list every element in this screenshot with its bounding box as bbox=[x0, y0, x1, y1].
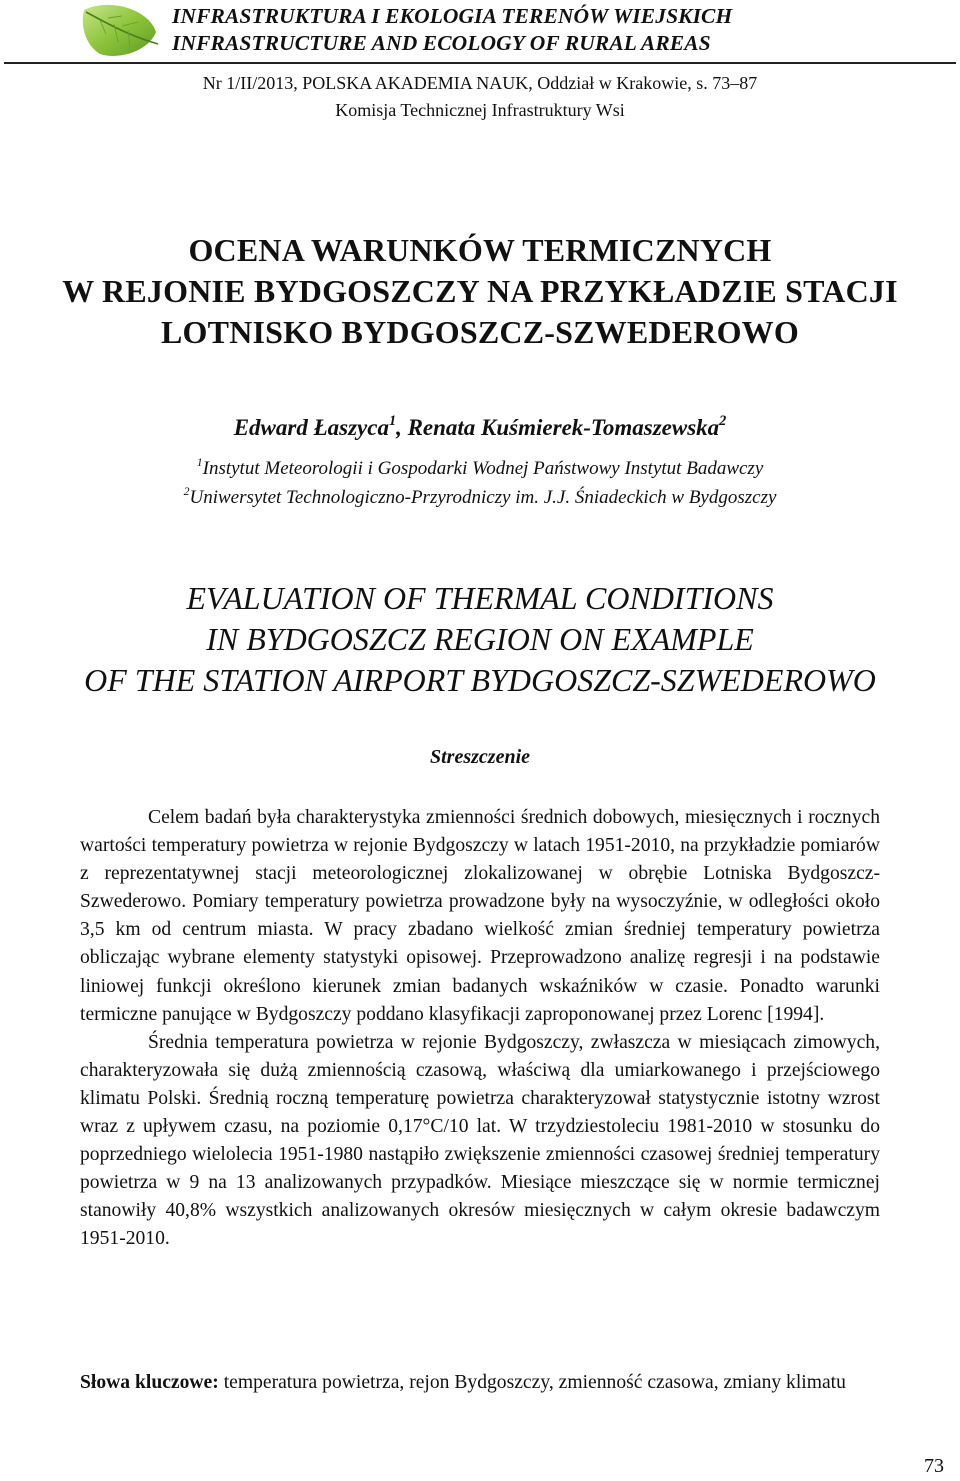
abstract-heading: Streszczenie bbox=[430, 746, 530, 768]
affiliation-mark: 2 bbox=[183, 484, 190, 498]
affiliation-mark: 1 bbox=[196, 455, 203, 469]
issue-info: Nr 1/II/2013, POLSKA AKADEMIA NAUK, Oddział w Krakowie, s. 73–87 bbox=[202, 73, 758, 93]
leaf-icon bbox=[78, 2, 162, 60]
title-en-line: IN BYDGOSZCZ REGION ON EXAMPLE bbox=[206, 621, 754, 657]
author-list bbox=[0, 412, 960, 441]
header-divider bbox=[4, 62, 956, 64]
abstract-body bbox=[80, 804, 880, 1254]
paper-title-pl bbox=[0, 230, 960, 353]
journal-header bbox=[0, 0, 960, 64]
page-number: 73 bbox=[924, 1455, 944, 1477]
keywords-label: Słowa kluczowe: bbox=[80, 1372, 219, 1393]
title-pl-line: OCENA WARUNKÓW TERMICZNYCH bbox=[188, 232, 772, 268]
keywords bbox=[80, 1369, 880, 1397]
journal-title-en: INFRASTRUCTURE AND ECOLOGY OF RURAL AREAS bbox=[172, 31, 711, 55]
author-separator: , bbox=[396, 415, 408, 440]
abstract-paragraph: Celem badań była charakterystyka zmienności średnich dobowych, miesięcznych i rocznych wartości temperatury powietrza w rejonie Bydgoszczy w latach 1951-2010, na przykładzie pomiarów z reprezentatywnej stacji meteorologicznej zlokalizowanej w obrębie Lotniska Bydgoszcz-Szwederowo. Pomiary temperatury powietrza prowadzone były na wysoczyźnie, w odległości około 3,5 km od centrum miasta. W pracy zbadano wielkość zmian średniej temperatury powietrza obliczając wybrane elementy statystyki opisowej. Przeprowadzono analizę regresji i na podstawie liniowej funkcji określono kierunek zmian badanych wskaźników w czasie. Ponadto warunki termiczne panujące w Bydgoszczy poddano klasyfikacji zaproponowanej przez Lorenc [1994]. bbox=[80, 807, 880, 1025]
abstract-paragraph: Średnia temperatura powietrza w rejonie Bydgoszczy, zwłaszcza w miesiącach zimowych, charakteryzowała się dużą zmiennością czasową, właściwą dla umiarkowanego i przejściowego klimatu Polski. Średnią roczną temperaturę powietrza charakteryzował statystycznie istotny wzrost wraz z upływem czasu, na poziomie 0,17°C/10 lat. W trzydziestoleciu 1981-2010 w stosunku do poprzedniego wielolecia 1951-1980 nastąpiło zwiększenie zmienności czasowej średniej temperatury powietrza w 9 na 13 analizowanych przypadków. Miesiące mieszczące się w normie termicznej stanowiły 40,8% wszystkich analizowanych okresów miesięcznych w całym okresie badawczym 1951-2010. bbox=[80, 1031, 880, 1250]
title-en-line: EVALUATION OF THERMAL CONDITIONS bbox=[186, 580, 774, 616]
commission-name: Komisja Technicznej Infrastruktury Wsi bbox=[335, 100, 625, 120]
affiliation-text: Instytut Meteorologii i Gospodarki Wodnej Państwowy Instytut Badawczy bbox=[202, 458, 764, 479]
affiliation bbox=[0, 484, 960, 509]
journal-title-pl: INFRASTRUKTURA I EKOLOGIA TERENÓW WIEJSKICH bbox=[172, 4, 733, 28]
title-pl-line: W REJONIE BYDGOSZCZY NA PRZYKŁADZIE STACJI bbox=[62, 273, 898, 309]
author-name: Renata Kuśmierek-Tomaszewska bbox=[407, 415, 720, 440]
title-en-line: OF THE STATION AIRPORT BYDGOSZCZ-SZWEDEROWO bbox=[84, 662, 876, 698]
keywords-text: temperatura powietrza, rejon Bydgoszczy, zmienność czasowa, zmiany klimatu bbox=[218, 1372, 846, 1393]
affiliation-mark: 1 bbox=[388, 412, 397, 429]
author-name: Edward Łaszyca bbox=[233, 415, 389, 440]
affiliation bbox=[0, 455, 960, 480]
paper-title-en bbox=[0, 578, 960, 701]
affiliation-text: Uniwersytet Technologiczno-Przyrodniczy im. J.J. Śniadeckich w Bydgoszczy bbox=[189, 487, 777, 508]
title-pl-line: LOTNISKO BYDGOSZCZ-SZWEDEROWO bbox=[161, 314, 799, 350]
affiliation-mark: 2 bbox=[719, 412, 727, 429]
